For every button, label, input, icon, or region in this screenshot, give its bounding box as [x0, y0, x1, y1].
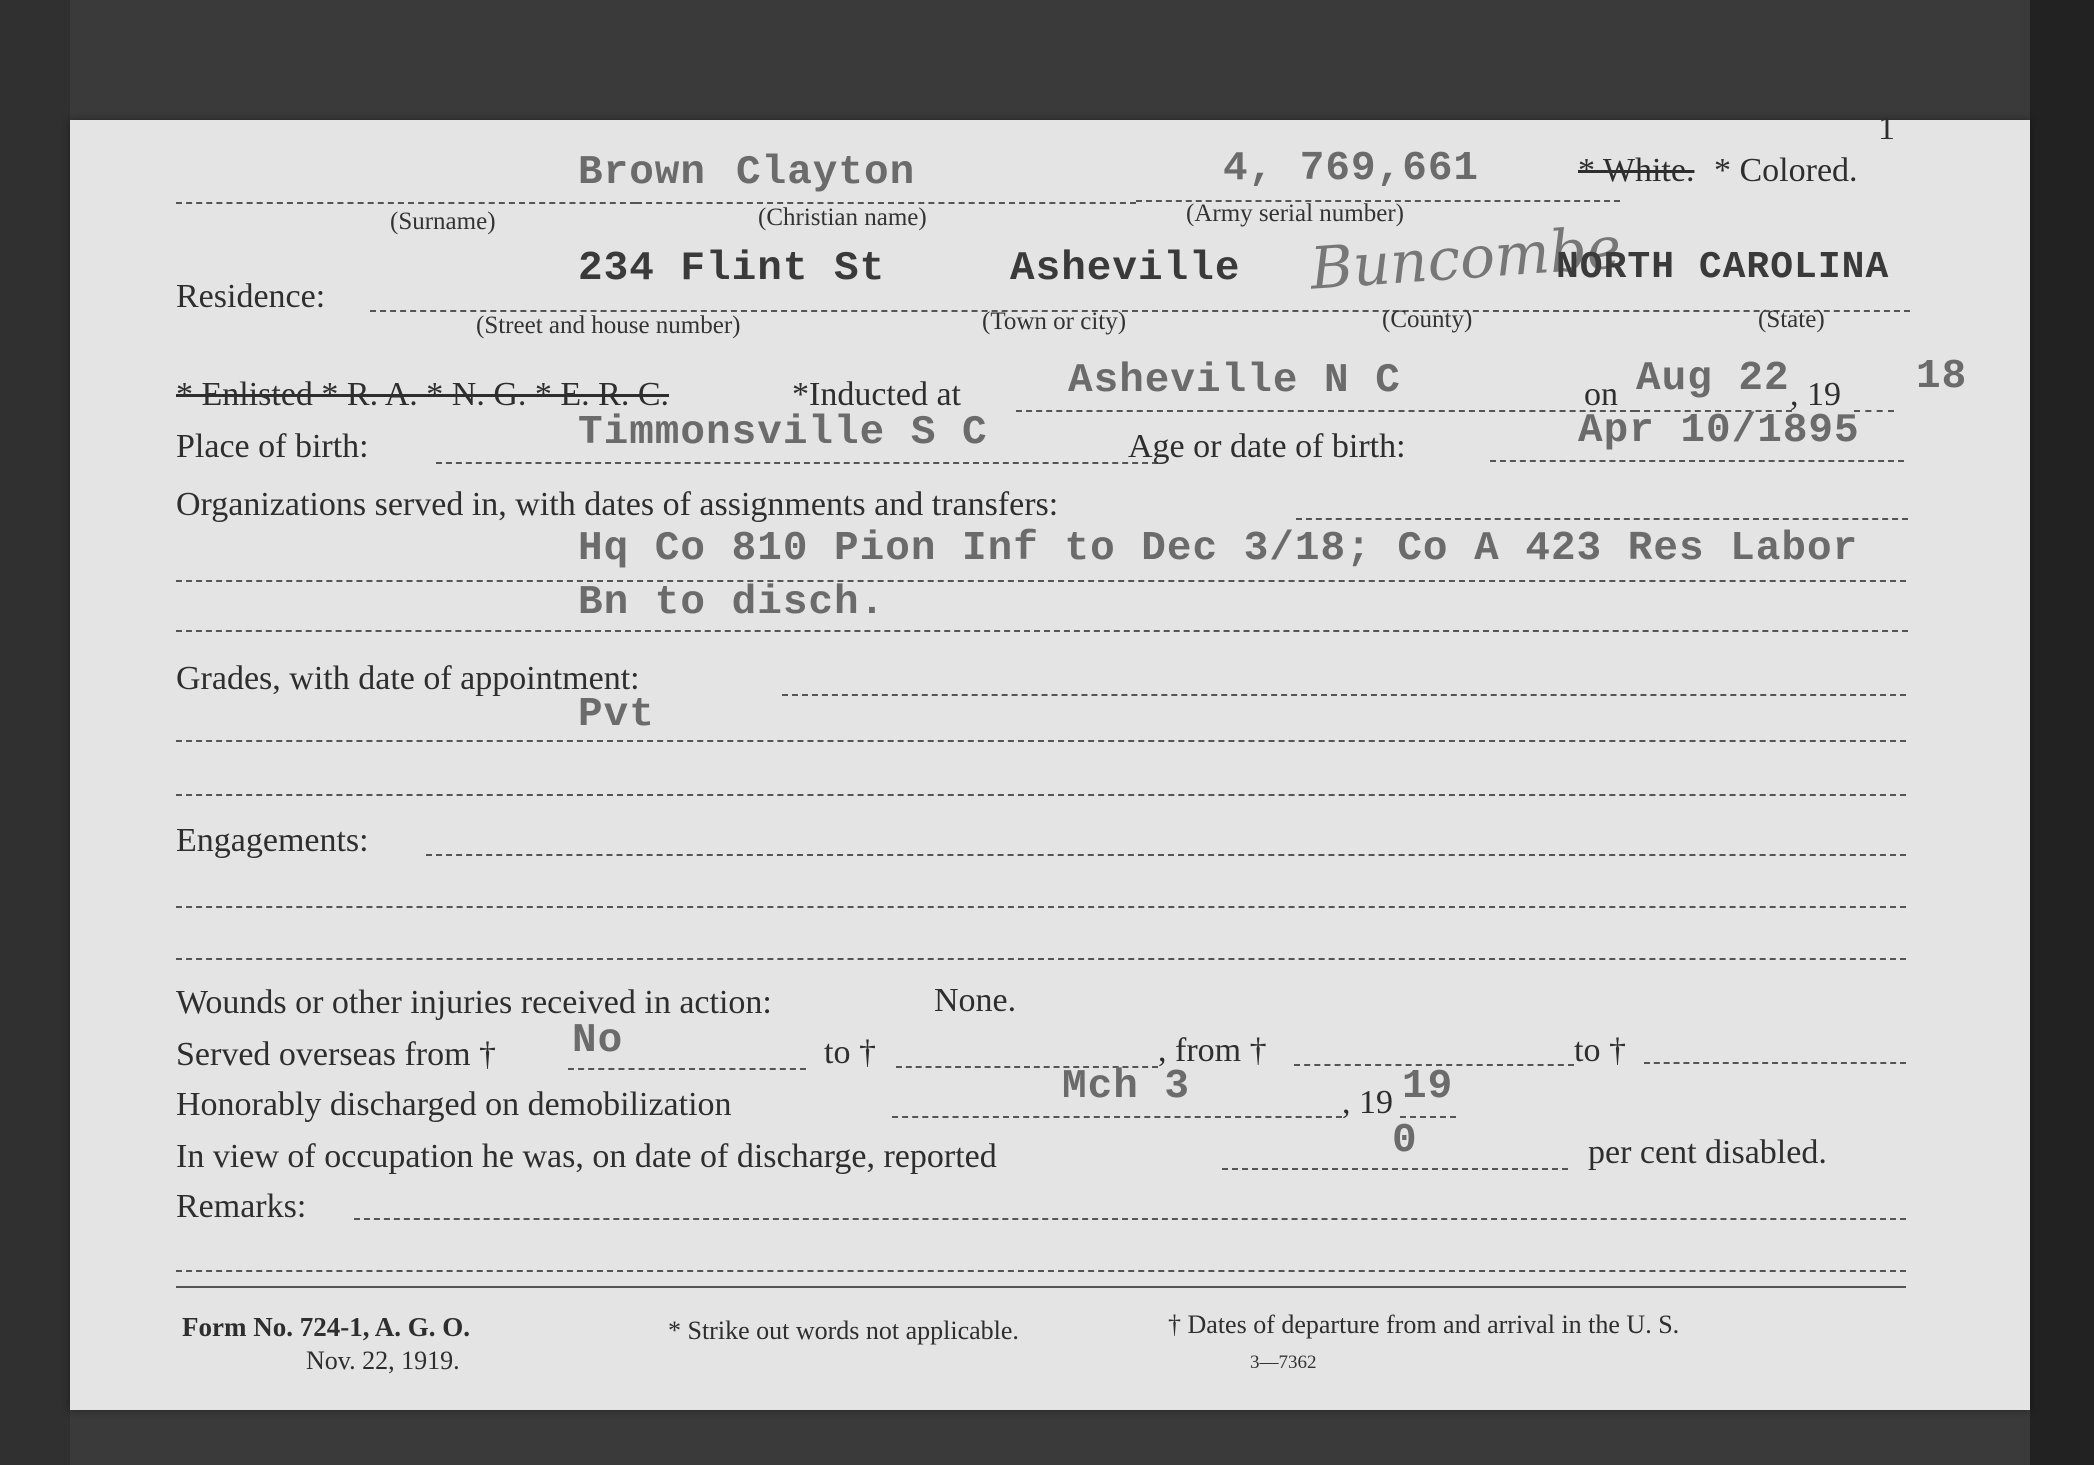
residence-state: NORTH CAROLINA [1556, 246, 1890, 289]
race-colored: * Colored. [1714, 152, 1858, 189]
scan-background-top [0, 0, 2094, 120]
inducted-year-line [1854, 410, 1894, 412]
place-of-birth-value: Timmonsville S C [578, 410, 988, 456]
race-white-struck: * White. [1578, 152, 1695, 189]
dates-note: † Dates of departure from and arrival in the U. S. [1168, 1310, 1680, 1339]
organizations-text-1: Hq Co 810 Pion Inf to Dec 3/18; Co A 423 Res Labor [578, 526, 1859, 572]
grades-line-0 [782, 694, 1906, 696]
disability-line [1222, 1168, 1568, 1170]
organizations-line-2 [176, 630, 1908, 632]
inducted-at-line [1016, 410, 1636, 412]
wounds-value: None. [934, 982, 1017, 1019]
inducted-at-label: *Inducted at [792, 376, 961, 413]
remarks-line-1 [176, 1270, 1906, 1272]
organizations-line-1 [176, 580, 1906, 582]
discharged-year-prefix: , 19 [1342, 1084, 1393, 1121]
discharged-date: Mch 3 [1062, 1064, 1191, 1110]
residence-street: 234 Flint St [578, 246, 886, 292]
date-of-birth-label: Age or date of birth: [1128, 428, 1406, 465]
scan-background-right [2030, 0, 2094, 1465]
discharged-date-line [892, 1116, 1342, 1118]
engagements-line-1 [176, 906, 1906, 908]
residence-county-handwritten: Buncombe [1308, 213, 1624, 303]
grades-value: Pvt [578, 692, 655, 738]
date-of-birth-line [1490, 460, 1904, 462]
caption-christian-name: (Christian name) [758, 204, 927, 231]
page-number: 1 [1878, 110, 1895, 147]
remarks-label: Remarks: [176, 1188, 307, 1225]
organizations-label: Organizations served in, with dates of assignments and transfers: [176, 486, 1059, 523]
residence-town: Asheville [1010, 246, 1241, 292]
overseas-to-label-2: to † [1574, 1032, 1626, 1069]
grades-label: Grades, with date of appointment: [176, 660, 640, 697]
residence-label: Residence: [176, 278, 326, 315]
place-of-birth-label: Place of birth: [176, 428, 369, 465]
overseas-from-label-2: , from † [1158, 1032, 1267, 1069]
engagements-label: Engagements: [176, 822, 369, 859]
surname-line [176, 202, 636, 204]
discharged-label: Honorably discharged on demobilization [176, 1086, 732, 1123]
inducted-date: Aug 22 [1636, 356, 1790, 402]
caption-street: (Street and house number) [476, 312, 741, 339]
inducted-on-label: on [1584, 376, 1618, 413]
caption-serial-number: (Army serial number) [1186, 200, 1404, 227]
caption-surname: (Surname) [390, 208, 496, 235]
organizations-line-0 [1296, 518, 1908, 520]
engagements-line-0 [426, 854, 1906, 856]
overseas-to-label-1: to † [824, 1034, 876, 1071]
disability-label: In view of occupation he was, on date of discharge, reported [176, 1138, 997, 1175]
disability-value: 0 [1392, 1118, 1418, 1164]
inducted-at-place: Asheville N C [1068, 358, 1401, 404]
strike-out-note: * Strike out words not applicable. [668, 1316, 1019, 1345]
footer-rule [176, 1286, 1906, 1288]
remarks-line-0 [354, 1218, 1906, 1220]
served-overseas-label: Served overseas from † [176, 1036, 497, 1073]
form-number: Form No. 724-1, A. G. O. [182, 1312, 470, 1342]
serial-number-value: 4, 769,661 [1223, 146, 1480, 192]
grades-line-1 [176, 740, 1906, 742]
organizations-text-2: Bn to disch. [578, 580, 886, 626]
caption-town: (Town or city) [982, 308, 1127, 335]
surname-value: Brown [578, 150, 707, 196]
inducted-year: 18 [1916, 354, 1968, 400]
place-of-birth-line [436, 462, 1158, 464]
overseas-from-1: No [572, 1018, 624, 1064]
engagements-line-2 [176, 958, 1906, 960]
date-of-birth-value: Apr 10/1895 [1578, 408, 1860, 454]
disability-suffix: per cent disabled. [1588, 1134, 1827, 1171]
overseas-from-line-1 [568, 1068, 806, 1070]
form-date: Nov. 22, 1919. [306, 1346, 460, 1375]
inducted-year-prefix: , 19 [1790, 376, 1841, 413]
overseas-to-line-2 [1644, 1062, 1906, 1064]
caption-state: (State) [1758, 306, 1825, 333]
discharged-year: 19 [1402, 1064, 1454, 1110]
caption-county: (County) [1382, 306, 1473, 333]
christian-name-value: Clayton [736, 150, 916, 196]
enlisted-options-struck: * Enlisted * R. A. * N. G. * E. R. C. [176, 376, 670, 413]
wounds-label: Wounds or other injuries received in action: [176, 984, 772, 1021]
grades-line-2 [176, 794, 1906, 796]
record-card [70, 110, 2030, 1410]
scan-background-left [0, 0, 70, 1465]
print-code: 3—7362 [1250, 1352, 1317, 1373]
